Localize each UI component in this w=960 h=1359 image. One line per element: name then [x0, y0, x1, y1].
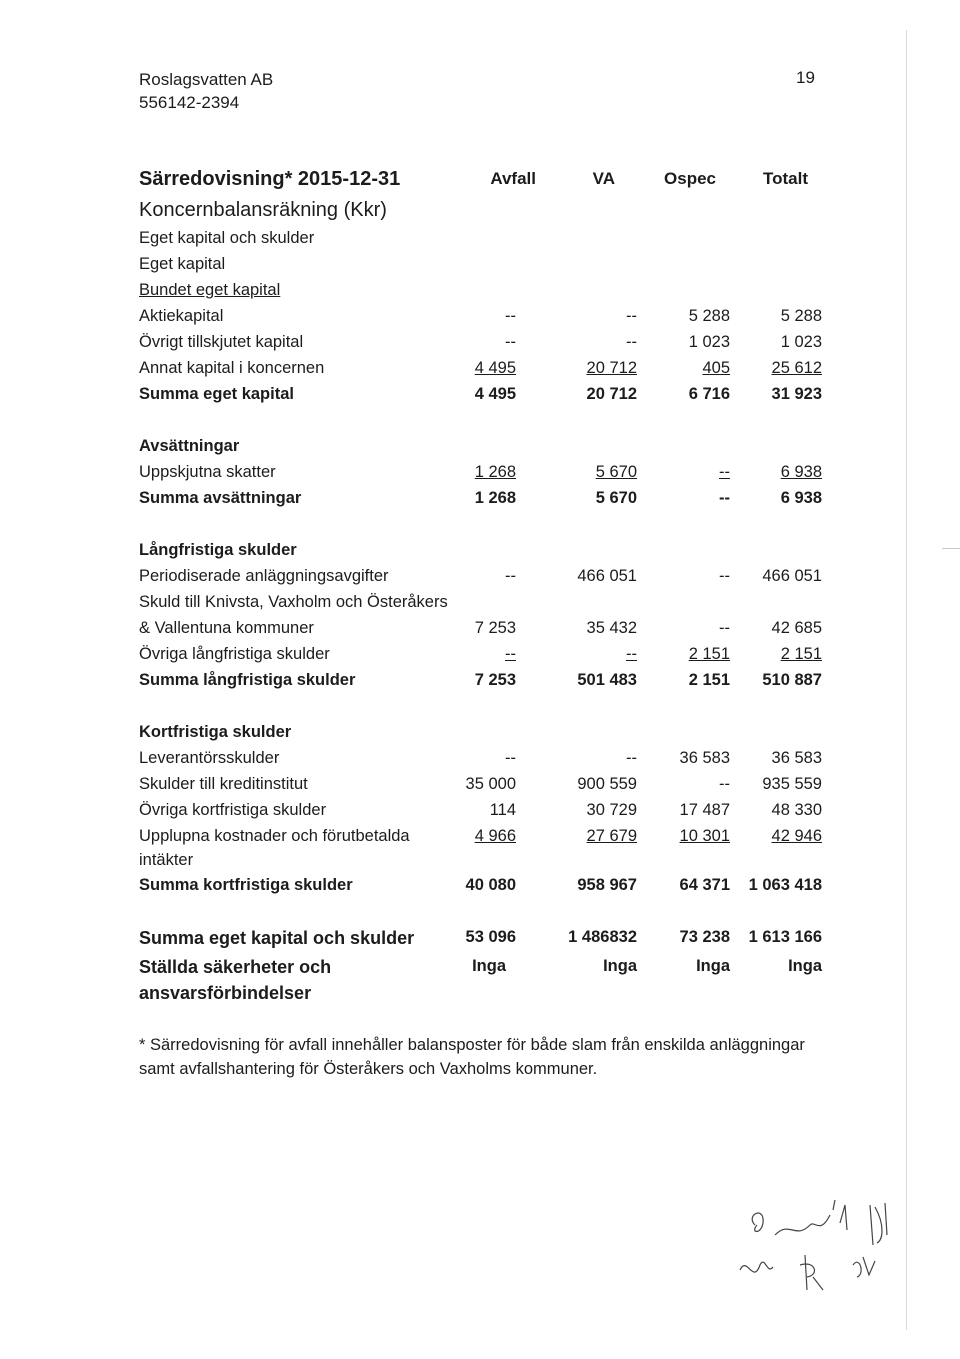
- table-row: [0, 827, 960, 851]
- org-number: 556142-2394: [139, 93, 240, 112]
- row-label: Övrigt tillskjutet kapital: [139, 333, 304, 351]
- sum-row: [0, 489, 960, 513]
- handwritten-signature: [735, 1195, 895, 1315]
- row-label: intäkter: [139, 851, 194, 869]
- row-label: Summa avsättningar: [139, 489, 302, 507]
- cell-avfall: 53 096: [465, 928, 516, 946]
- cell-avfall: 4 495: [474, 359, 516, 377]
- row-label: Eget kapital och skulder: [139, 229, 315, 247]
- cell-ospec: --: [719, 619, 730, 637]
- grand-total-row: [0, 928, 960, 952]
- row-label: Summa kortfristiga skulder: [139, 876, 353, 894]
- cell-ospec: 2 151: [688, 645, 730, 663]
- table-row: [0, 359, 960, 383]
- column-header-avfall: Avfall: [490, 169, 536, 188]
- sum-row: [0, 671, 960, 695]
- row-label: Övriga kortfristiga skulder: [139, 801, 327, 819]
- row-label: & Vallentuna kommuner: [139, 619, 314, 637]
- row-label: Ställda säkerheter och: [139, 957, 332, 977]
- cell-totalt: 6 938: [780, 463, 822, 481]
- cell-va: 35 432: [586, 619, 637, 637]
- row-label: Kortfristiga skulder: [139, 723, 292, 741]
- cell-va: 466 051: [577, 567, 637, 585]
- row-label: Övriga långfristiga skulder: [139, 645, 330, 663]
- table-row: [0, 333, 960, 357]
- row-label: Skulder till kreditinstitut: [139, 775, 308, 793]
- cell-va: --: [626, 645, 637, 663]
- row-label: ansvarsförbindelser: [139, 983, 312, 1003]
- row-label: Avsättningar: [139, 437, 240, 455]
- cell-ospec: Inga: [696, 957, 730, 975]
- table-row: [0, 593, 960, 617]
- subsection-heading-row: [0, 281, 960, 305]
- table-row: [0, 851, 960, 875]
- section-heading-row: [0, 541, 960, 565]
- section-heading-row: [0, 437, 960, 461]
- cell-totalt: 36 583: [771, 749, 822, 767]
- cell-totalt: 1 613 166: [748, 928, 822, 946]
- cell-totalt: 48 330: [771, 801, 822, 819]
- cell-va: 501 483: [577, 671, 637, 689]
- table-row: [0, 645, 960, 669]
- cell-ospec: 6 716: [688, 385, 730, 403]
- company-name: Roslagsvatten AB: [139, 70, 274, 89]
- cell-va: 5 670: [595, 463, 637, 481]
- pledged-assets-row: [0, 957, 960, 981]
- cell-avfall: 7 253: [474, 619, 516, 637]
- cell-ospec: --: [719, 463, 730, 481]
- sum-row: [0, 876, 960, 900]
- cell-va: 958 967: [577, 876, 637, 894]
- table-row: [0, 775, 960, 799]
- cell-avfall: 40 080: [465, 876, 516, 894]
- table-row: [0, 567, 960, 591]
- cell-ospec: 64 371: [679, 876, 730, 894]
- cell-ospec: 36 583: [679, 749, 730, 767]
- table-row: [0, 307, 960, 331]
- cell-avfall: --: [505, 645, 516, 663]
- cell-va: --: [626, 307, 637, 325]
- column-header-totalt: Totalt: [762, 169, 808, 188]
- cell-totalt: 31 923: [771, 385, 822, 403]
- cell-va: Inga: [603, 957, 637, 975]
- cell-va: 900 559: [577, 775, 637, 793]
- cell-va: --: [626, 333, 637, 351]
- cell-avfall: --: [505, 333, 516, 351]
- row-label: Eget kapital: [139, 255, 226, 273]
- section-heading-row: [0, 229, 960, 253]
- cell-totalt: 5 288: [780, 307, 822, 325]
- cell-totalt: 466 051: [762, 567, 822, 585]
- section-heading-row: [0, 255, 960, 279]
- cell-va: 30 729: [586, 801, 637, 819]
- cell-va: 20 712: [586, 385, 637, 403]
- cell-avfall: 35 000: [465, 775, 516, 793]
- row-label: Långfristiga skulder: [139, 541, 297, 559]
- cell-avfall: 7 253: [474, 671, 516, 689]
- row-label: Annat kapital i koncernen: [139, 359, 325, 377]
- cell-totalt: 42 685: [771, 619, 822, 637]
- cell-totalt: 1 063 418: [748, 876, 822, 894]
- cell-ospec: 2 151: [688, 671, 730, 689]
- row-label: Uppskjutna skatter: [139, 463, 276, 481]
- cell-ospec: 10 301: [679, 827, 730, 845]
- cell-totalt: Inga: [788, 957, 822, 975]
- footnote: * Särredovisning för avfall innehåller balansposter för både slam från enskilda anläggningar samt avfallshantering för Österåkers och Vaxholms kommuner.: [139, 1036, 805, 1078]
- row-label: Bundet eget kapital: [139, 281, 281, 299]
- row-label: Aktiekapital: [139, 307, 224, 325]
- row-label: Summa eget kapital och skulder: [139, 928, 415, 948]
- cell-totalt: 25 612: [771, 359, 822, 377]
- report-title: Särredovisning* 2015-12-31: [139, 168, 401, 190]
- cell-avfall: --: [505, 567, 516, 585]
- cell-ospec: --: [719, 489, 730, 507]
- row-label: Skuld till Knivsta, Vaxholm och Österåkers: [139, 593, 448, 611]
- cell-ospec: 405: [702, 359, 730, 377]
- column-header-ospec: Ospec: [664, 169, 716, 188]
- column-header-va: VA: [592, 169, 615, 188]
- page-number: 19: [796, 68, 815, 87]
- sum-row: [0, 385, 960, 409]
- row-label: Summa långfristiga skulder: [139, 671, 356, 689]
- cell-avfall: 1 268: [474, 489, 516, 507]
- cell-ospec: 1 023: [688, 333, 730, 351]
- cell-avfall: --: [505, 749, 516, 767]
- cell-ospec: 73 238: [679, 928, 730, 946]
- cell-totalt: 42 946: [771, 827, 822, 845]
- table-row: [0, 463, 960, 487]
- cell-ospec: --: [719, 775, 730, 793]
- table-row: [0, 749, 960, 773]
- cell-va: 27 679: [586, 827, 637, 845]
- cell-totalt: 1 023: [780, 333, 822, 351]
- company-block: [139, 68, 273, 114]
- cell-avfall: 4 495: [474, 385, 516, 403]
- row-label: Upplupna kostnader och förutbetalda: [139, 827, 410, 845]
- cell-va: 5 670: [595, 489, 637, 507]
- cell-avfall: --: [505, 307, 516, 325]
- cell-avfall: Inga: [472, 957, 506, 975]
- cell-va: 1 486832: [568, 928, 637, 946]
- cell-avfall: 1 268: [474, 463, 516, 481]
- cell-totalt: 510 887: [762, 671, 822, 689]
- cell-ospec: 5 288: [688, 307, 730, 325]
- row-label: Summa eget kapital: [139, 385, 294, 403]
- pledged-assets-row-cont: [0, 983, 960, 1007]
- cell-totalt: 6 938: [780, 489, 822, 507]
- report-subtitle: Koncernbalansräkning (Kkr): [139, 199, 387, 221]
- table-row: [0, 801, 960, 825]
- cell-ospec: --: [719, 567, 730, 585]
- cell-totalt: 935 559: [762, 775, 822, 793]
- row-label: Periodiserade anläggningsavgifter: [139, 567, 389, 585]
- row-label: Leverantörsskulder: [139, 749, 280, 767]
- cell-ospec: 17 487: [679, 801, 730, 819]
- cell-avfall: 114: [489, 801, 516, 819]
- cell-va: 20 712: [586, 359, 637, 377]
- table-row: [0, 619, 960, 643]
- section-heading-row: [0, 723, 960, 747]
- cell-avfall: 4 966: [474, 827, 516, 845]
- cell-totalt: 2 151: [780, 645, 822, 663]
- cell-va: --: [626, 749, 637, 767]
